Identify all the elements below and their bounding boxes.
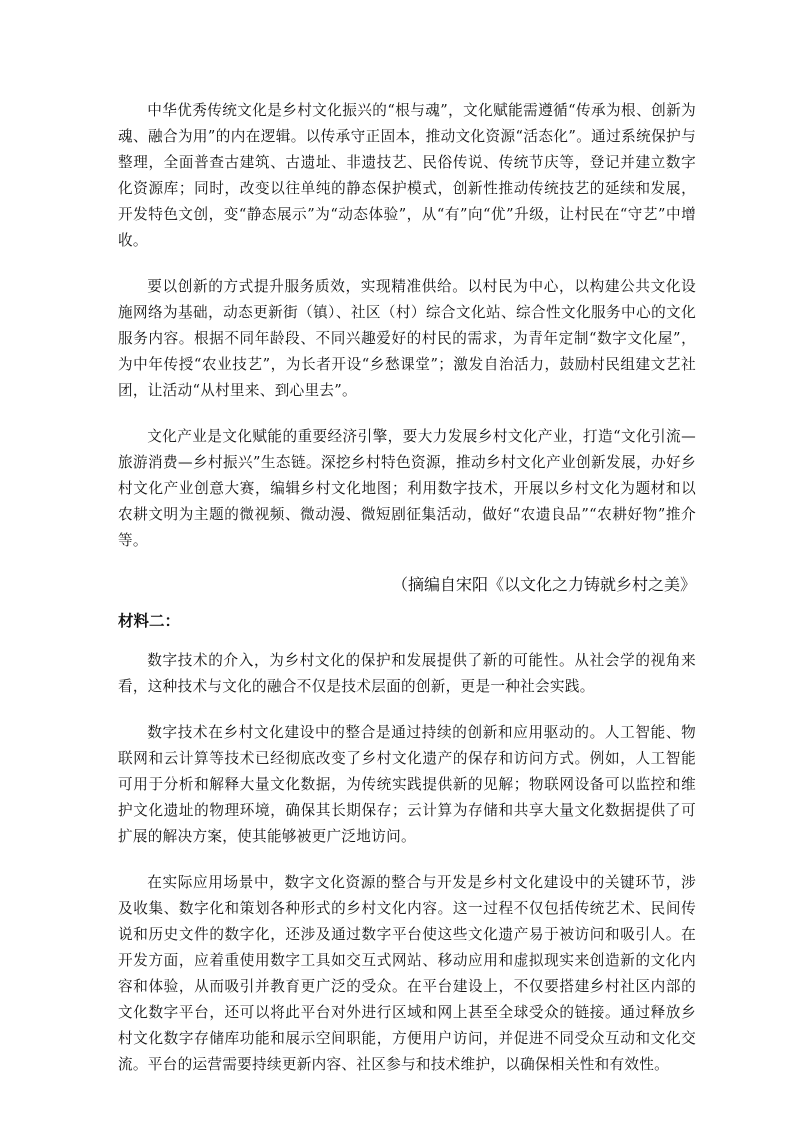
document-page [118, 98, 696, 1098]
paragraph-heritage: 中华优秀传统文化是乡村文化振兴的“根与魂”，文化赋能需遵循“传承为根、创新为魂、融合为用”的内在逻辑。以传承守正固本，推动文化资源“活态化”。通过系统保护与整理，全面普查古建筑、古遗址、非遗技艺、民俗传说、传统节庆等，登记并建立数字化资源库；同时，改变以往单纯的静态保护模式，创新性推动传统技艺的延续和发展，开发特色文创，变“静态展示”为“动态体验”，从“有”向“优”升级，让村民在“守艺”中增收。 [118, 102, 696, 249]
material-two-heading: 材料二： [118, 612, 181, 630]
paragraph-digital-intro: 数字技术的介入，为乡村文化的保护和发展提供了新的可能性。从社会学的视角来看，这种技术与文化的融合不仅是技术层面的创新，更是一种社会实践。 [118, 652, 696, 695]
paragraph-digital-integration: 数字技术在乡村文化建设中的整合是通过持续的创新和应用驱动的。人工智能、物联网和云计算等技术已经彻底改变了乡村文化遗产的保存和访问方式。例如，人工智能可用于分析和解释大量文化数据，为传统实践提供新的见解；物联网设备可以监控和维护文化遗址的物理环境，确保其长期保存；云计算为存储和共享大量文化数据提供了可扩展的解决方案，使其能够被更广泛地访问。 [118, 724, 696, 845]
paragraph-digital-application: 在实际应用场景中，数字文化资源的整合与开发是乡村文化建设中的关键环节，涉及收集、数字化和策划各种形式的乡村文化内容。这一过程不仅包括传统艺术、民间传说和历史文件的数字化，还涉及通过数字平台使这些文化遗产易于被访问和吸引人。在开发方面，应着重使用数字工具如交互式网站、移动应用和虚拟现实来创造新的文化内容和体验，从而吸引并教育更广泛的受众。在平台建设上，不仅要搭建乡村社区内部的文化数字平台，还可以将此平台对外进行区域和网上甚至全球受众的链接。通过释放乡村文化数字存储库功能和展示空间职能，方便用户访问，并促进不同受众互动和文化交流。平台的运营需要持续更新内容、社区参与和技术维护，以确保相关性和有效性。 [118, 874, 696, 1073]
paragraph-industry: 文化产业是文化赋能的重要经济引擎，要大力发展乡村文化产业，打造“文化引流—旅游消费—乡村振兴”生态链。深挖乡村特色资源，推动乡村文化产业创新发展，办好乡村文化产业创意大赛，编辑乡村文化地图；利用数字技术，开展以乡村文化为题材和以农耕文明为主题的微视频、微动漫、微短剧征集活动，做好“农遗良品”“农耕好物”推介等。 [118, 428, 696, 549]
source-citation: （摘编自宋阳《以文化之力铸就乡村之美》 [391, 575, 696, 594]
paragraph-services: 要以创新的方式提升服务质效，实现精准供给。以村民为中心，以构建公共文化设施网络为基础，动态更新街（镇）、社区（村）综合文化站、综合性文化服务中心的文化服务内容。根据不同年龄段、不同兴趣爱好的村民的需求，为青年定制“数字文化屋”，为中年传授“农业技艺”，为长者开设“乡愁课堂”；激发自治活力，鼓励村民组建文艺社团，让活动“从村里来、到心里去”。 [118, 278, 696, 399]
